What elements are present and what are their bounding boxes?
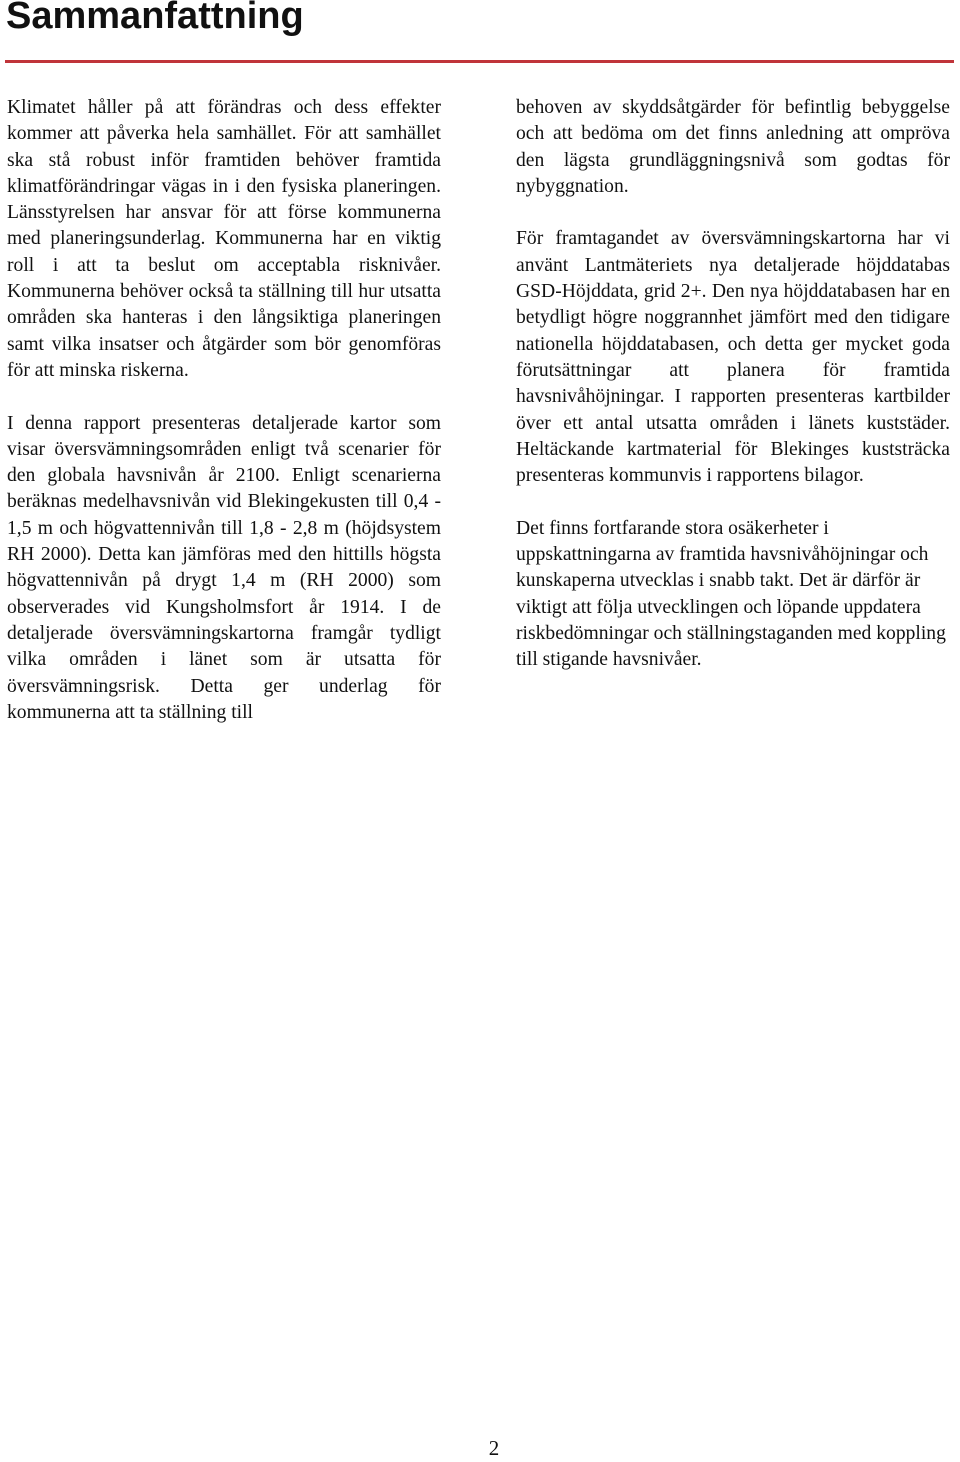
paragraph: För framtagandet av översvämningskartorna har vi använt Lantmäteriets nya detaljerade höjddatabas GSD-Höjddata, grid 2+. Den nya höjddatabasen har en betydligt högre noggrannhet jämfört med den tidigare nationella höjddatabasen, och detta ger mycket goda förutsättningar att planera för framtida havsnivåhöjningar. I rapporten presenteras kartbilder över ett antal utsatta områden i länets kuststäder. Heltäckande kartmaterial för Blekinges kuststräcka presenteras kommunvis i rapportens bilagor. (516, 228, 950, 487)
paragraph: behoven av skyddsåtgärder för befintlig bebyggelse och att bedöma om det finns anledning att ompröva den lägsta grundläggningsnivå som godtas för nybyggnation. (516, 97, 950, 197)
page-title: Sammanfattning (6, 0, 304, 37)
paragraph: Klimatet håller på att förändras och dess effekter kommer att påverka hela samhället. För att samhället ska stå robust inför framtiden behöver framtida klimatförändringar vägas in i den fysiska planeringen. Länsstyrelsen har ansvar för att förse kommunerna med planeringsunderlag. Kommunerna har en viktig roll i att ta beslut om acceptabla risknivåer. Kommunerna behöver också ta ställning till hur utsatta områden ska hanteras i den långsiktiga planeringen samt vilka insatser och åtgärder som bör genomföras för att minska riskerna. (7, 97, 441, 381)
paragraph: Det finns fortfarande stora osäkerheter i uppskattningarna av framtida havsnivåhöjningar och kunskaperna utvecklas i snabb takt. Det är därför är viktigt att följa utvecklingen och löpande uppdatera riskbedömningar och ställningstaganden med koppling till stigande havsnivåer. (516, 517, 946, 671)
heading-divider (5, 60, 954, 63)
left-column (7, 95, 441, 726)
page-number: 2 (488, 1436, 500, 1460)
paragraph: I denna rapport presenteras detaljerade kartor som visar översvämningsområden enligt två scenarier för den globala havsnivån år 2100. Enligt scenarierna beräknas medelhavsnivån vid Blekingekusten till 0,4 - 1,5 m och högvattennivån till 1,8 - 2,8 m (höjdsystem RH 2000). Detta kan jämföras med den hittills högsta högvattennivån på drygt 1,4 m (RH 2000) som observerades vid Kungsholmsfort år 1914. I de detaljerade översvämningskartorna framgår tydligt vilka områden i länet som är utsatta för översvämningsrisk. Detta ger underlag för kommunerna att ta ställning till (7, 412, 441, 723)
right-column (516, 95, 950, 674)
